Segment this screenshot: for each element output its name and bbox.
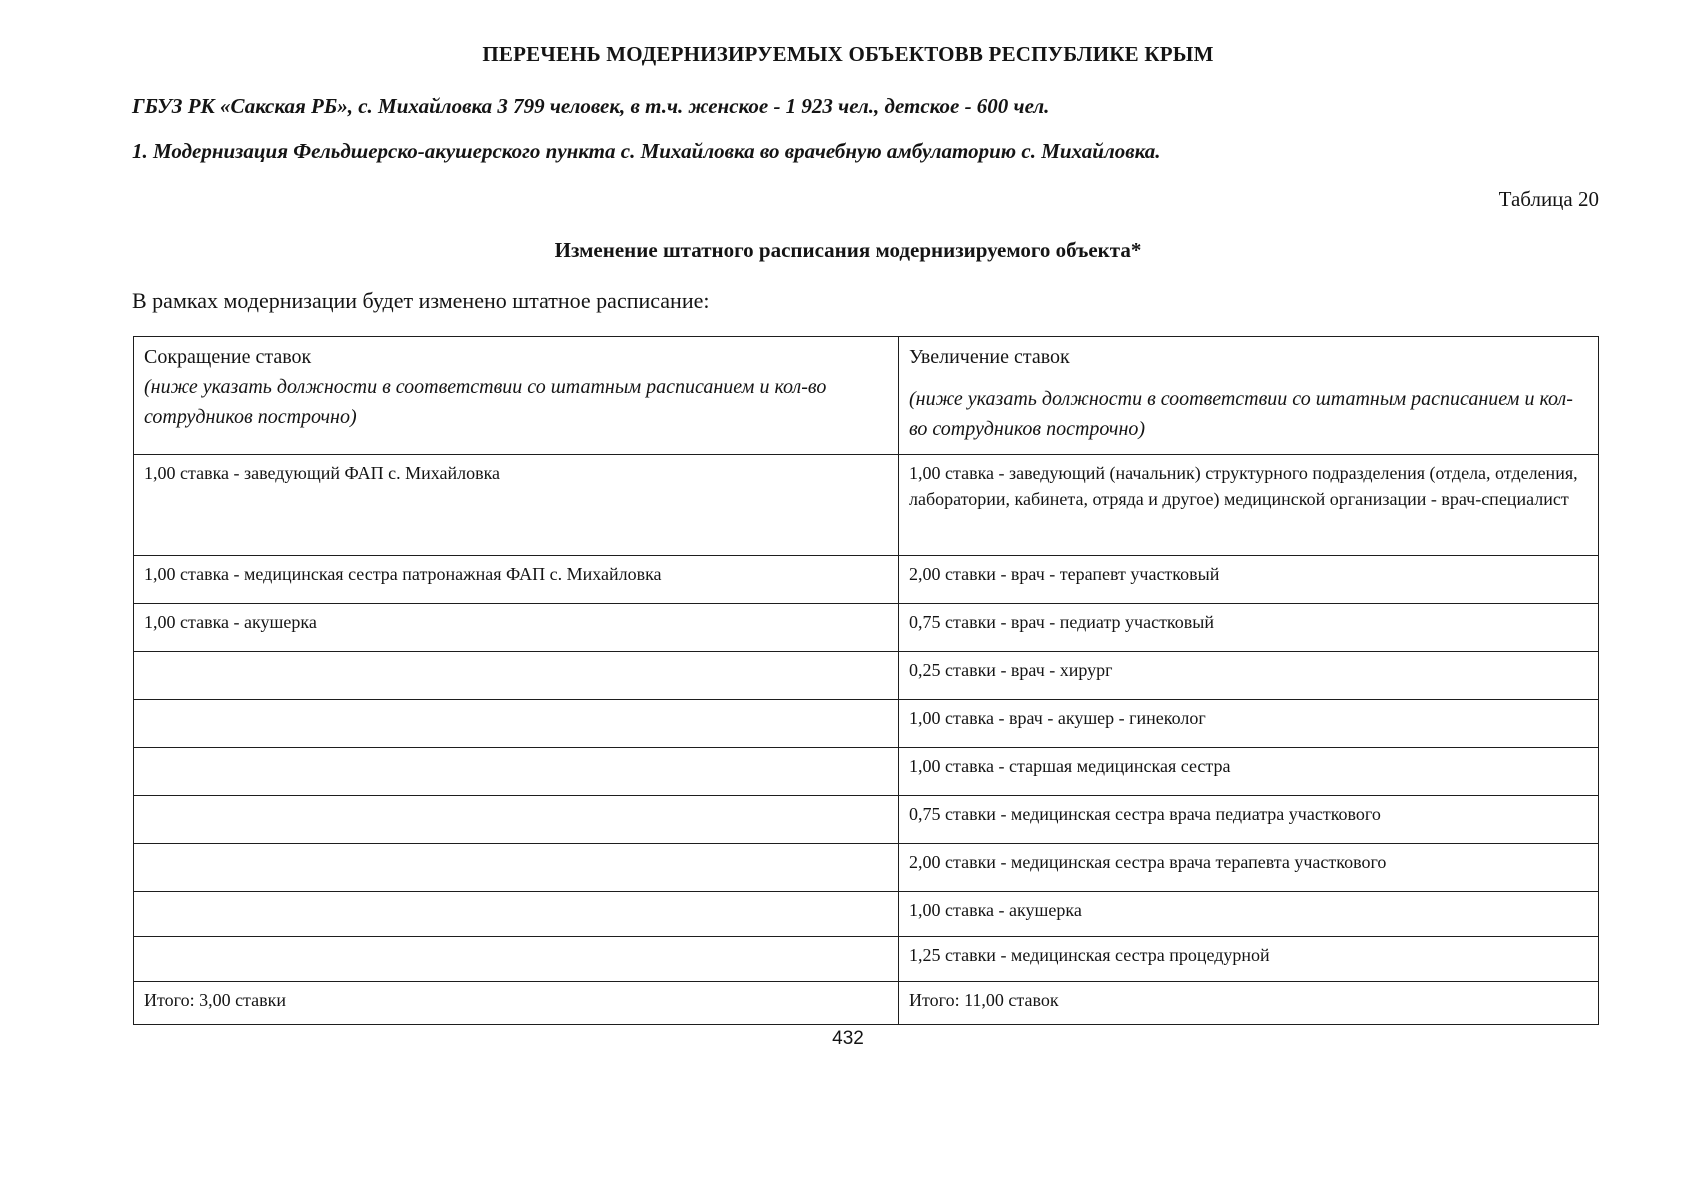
table-row [134,700,1599,748]
table-row [134,844,1599,892]
reduction-cell: 1,00 ставка - заведующий ФАП с. Михайловка [134,455,899,556]
increase-cell: 2,00 ставки - медицинская сестра врача терапевта участкового [899,844,1599,892]
reduction-cell [134,652,899,700]
header-reduction-title: Сокращение ставок [144,346,312,368]
section-heading: Изменение штатного расписания модернизируемого объекта* [554,238,1142,262]
header-reduction-note: (ниже указать должности в соответствии со штатным расписанием и кол-во сотрудников построчно) [144,376,827,428]
table-row [134,796,1599,844]
header-increase [899,337,1599,455]
reduction-cell [134,844,899,892]
increase-cell: 2,00 ставки - врач - терапевт участковый [899,556,1599,604]
reduction-cell [134,796,899,844]
increase-cell: 0,25 ставки - врач - хирург [899,652,1599,700]
increase-cell: 1,00 ставка - старшая медицинская сестра [899,748,1599,796]
modernization-item: 1. Модернизация Фельдшерско-акушерского пункта с. Михайловка во врачебную амбулаторию с. Михайловка. [132,139,1161,163]
table-row [134,652,1599,700]
reduction-cell [134,748,899,796]
increase-total: Итого: 11,00 ставок [899,982,1599,1025]
page-title: ПЕРЕЧЕНЬ МОДЕРНИЗИРУЕМЫХ ОБЪЕКТОВВ РЕСПУБЛИКЕ КРЫМ [482,42,1214,66]
increase-cell: 1,00 ставка - акушерка [899,892,1599,937]
increase-cell: 1,00 ставка - врач - акушер - гинеколог [899,700,1599,748]
reduction-cell: 1,00 ставка - акушерка [134,604,899,652]
reduction-cell: 1,00 ставка - медицинская сестра патронажная ФАП с. Михайловка [134,556,899,604]
table-total-row [134,982,1599,1025]
table-number-label: Таблица 20 [1498,187,1599,211]
reduction-cell [134,892,899,937]
table-header-row [134,337,1599,455]
reduction-total: Итого: 3,00 ставки [134,982,899,1025]
header-increase-title: Увеличение ставок [909,346,1070,368]
header-increase-note: (ниже указать должности в соответствии со штатным расписанием и кол-во сотрудников построчно) [909,388,1573,440]
table-row [134,604,1599,652]
facility-subtitle: ГБУЗ РК «Сакская РБ», с. Михайловка 3 799 человек, в т.ч. женское - 1 923 чел., детское - 600 чел. [132,94,1050,118]
table-row [134,556,1599,604]
table-row [134,455,1599,556]
staffing-table [133,336,1599,1025]
intro-text: В рамках модернизации будет изменено штатное расписание: [132,288,710,313]
reduction-cell [134,937,899,982]
increase-cell: 1,25 ставки - медицинская сестра процедурной [899,937,1599,982]
reduction-cell [134,700,899,748]
table-row [134,892,1599,937]
increase-cell: 0,75 ставки - медицинская сестра врача педиатра участкового [899,796,1599,844]
increase-cell: 0,75 ставки - врач - педиатр участковый [899,604,1599,652]
increase-cell: 1,00 ставка - заведующий (начальник) структурного подразделения (отдела, отделения, лаборатории, кабинета, отряда и другое) медицинской организации - врач-специалист [899,455,1599,556]
page-number: 432 [832,1028,864,1049]
table-row [134,748,1599,796]
header-reduction [134,337,899,455]
table-row [134,937,1599,982]
